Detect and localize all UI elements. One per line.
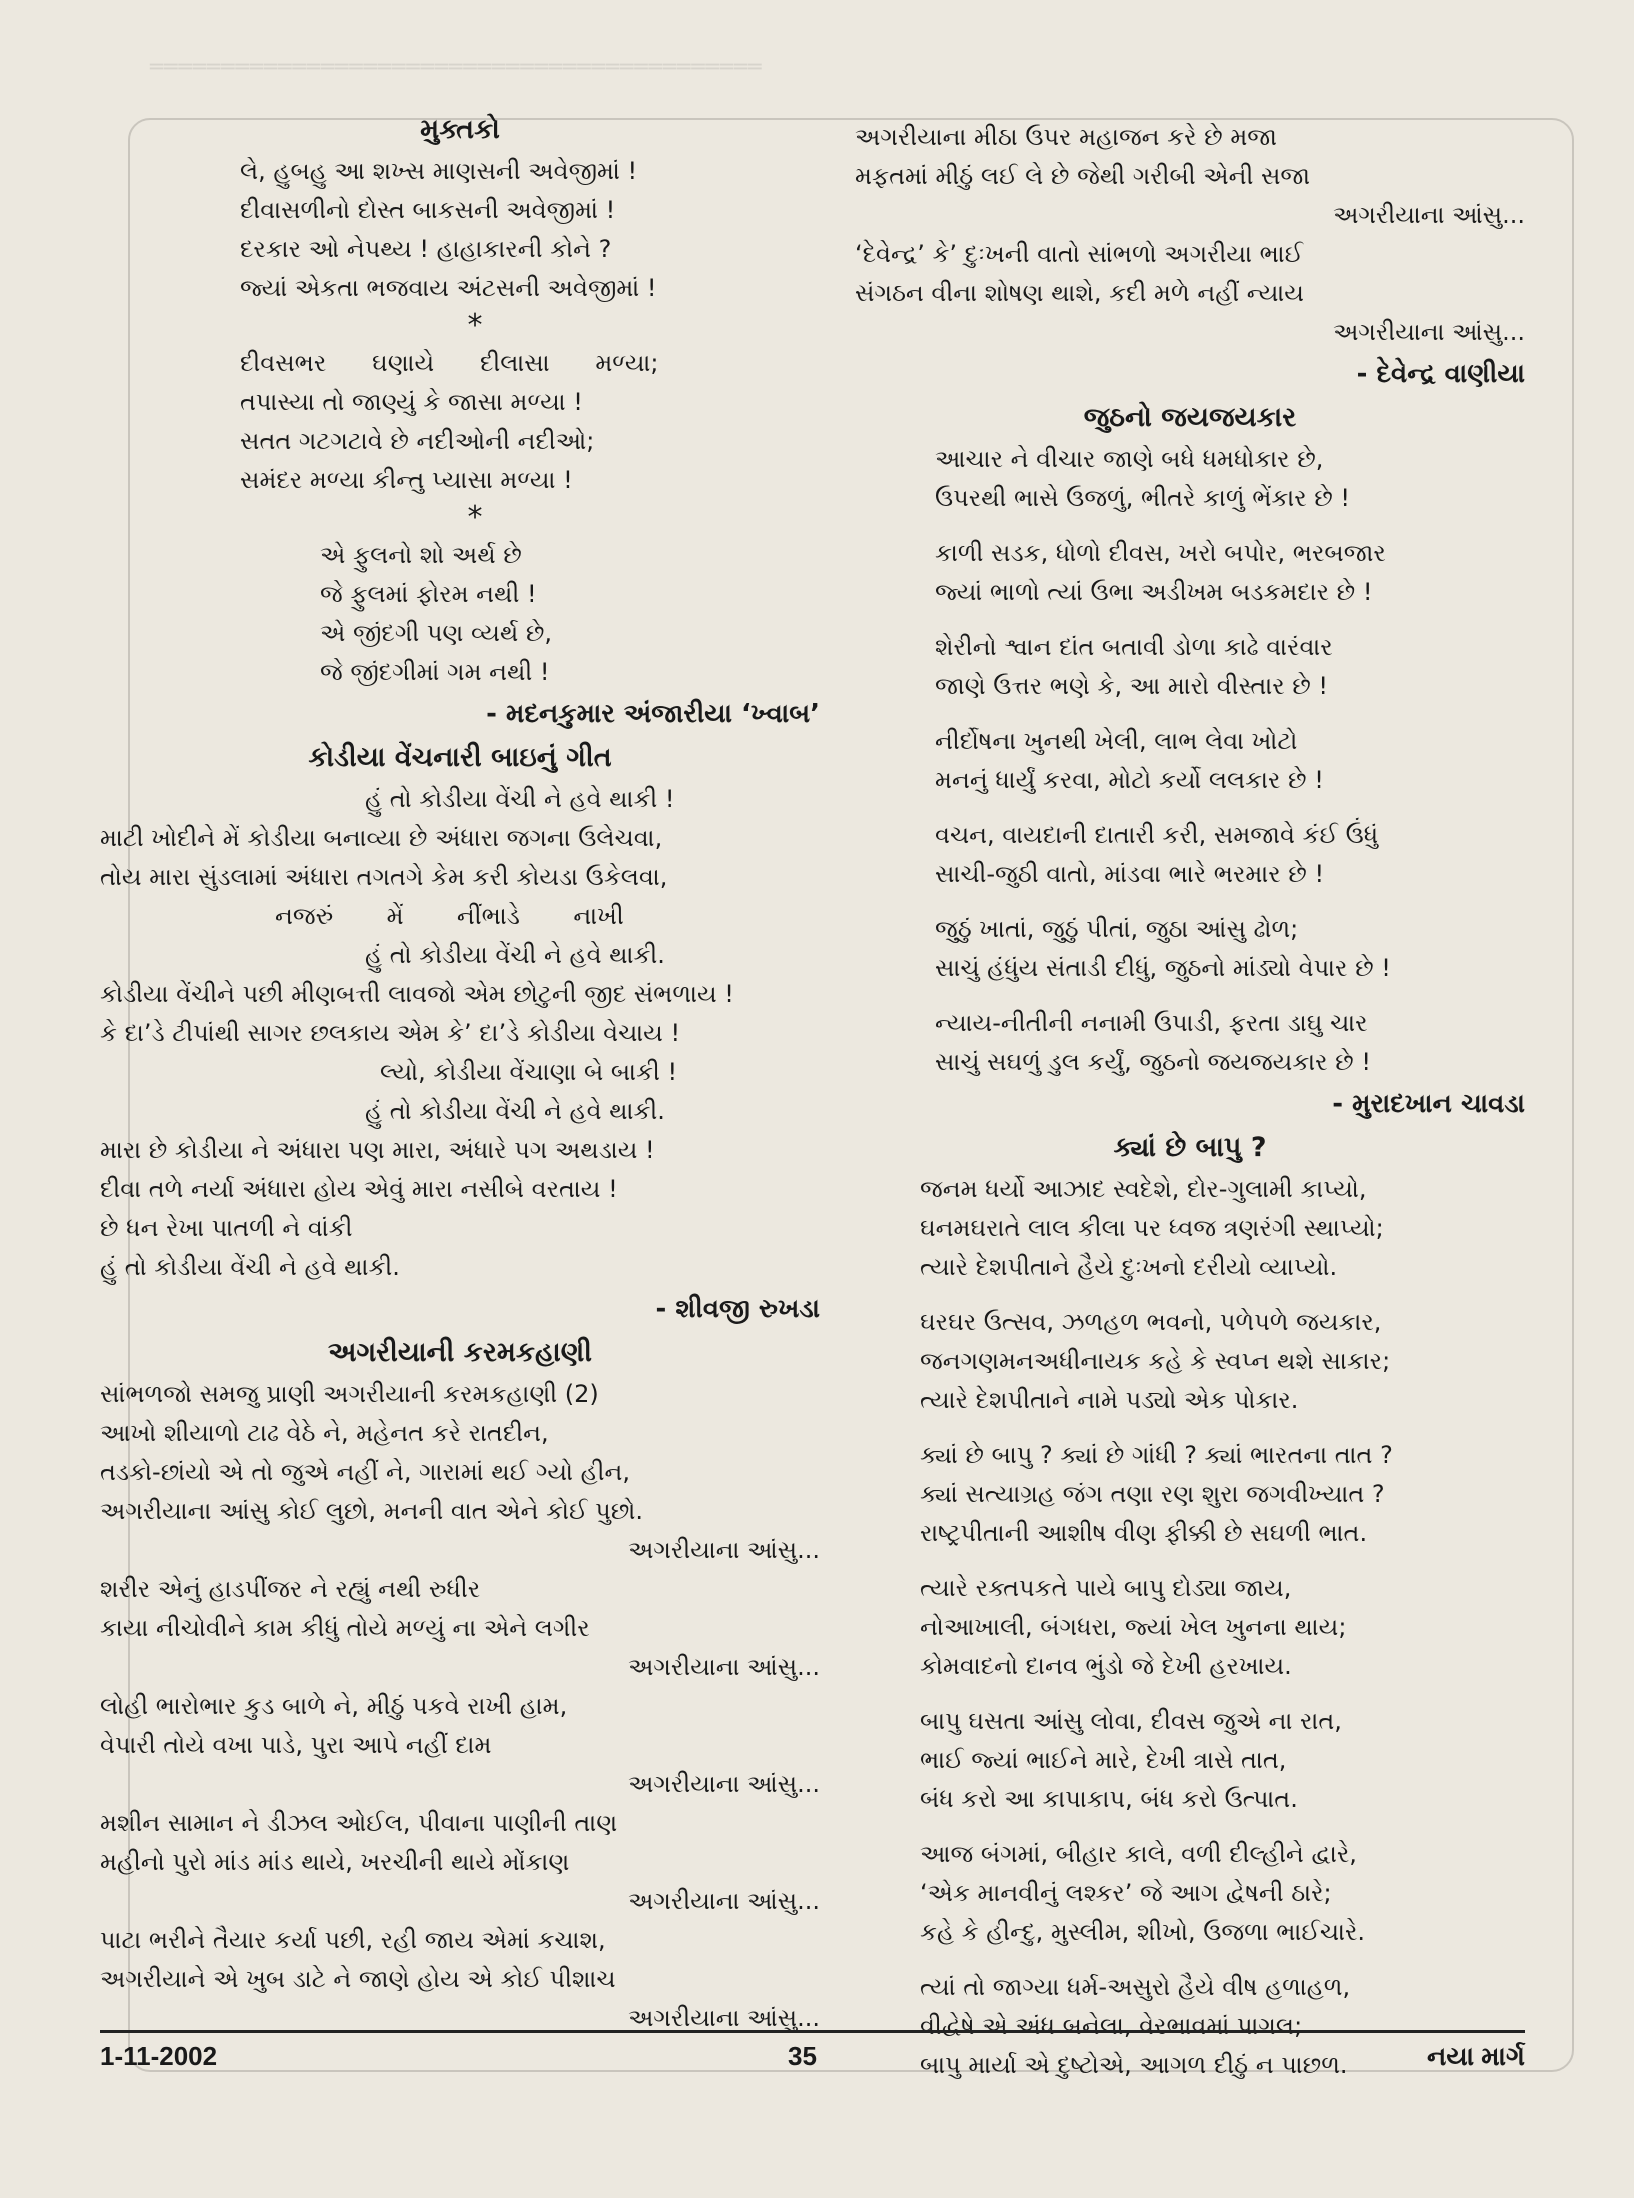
- magazine-name: નયા માર્ગ: [1427, 2041, 1525, 2071]
- asterisk-separator: *: [467, 500, 483, 535]
- refrain: અગરીયાના આંસુ...: [628, 1653, 820, 1681]
- poem-line: રાષ્ટ્રપીતાની આશીષ વીણ ફીક્કી છે સઘળી ભાત.: [920, 1519, 1368, 1547]
- poem-line: ઉપરથી ભાસે ઉજળું, ભીતરે કાળું ભેંકાર છે !: [935, 484, 1351, 512]
- left-column: [100, 108, 820, 2038]
- poem-line: શેરીનો શ્વાન દાંત બતાવી ડોળા કાઢે વારંવાર: [935, 633, 1333, 661]
- poem-line: કાયા નીચોવીને કામ કીધું તોયે મળ્યું ના એને લગીર: [100, 1614, 590, 1642]
- poem-line: સાચી-જુઠી વાતો, માંડવા ભારે ભરમાર છે !: [935, 860, 1325, 888]
- poem-line: એ ફુલનો શો અર્થ છે: [320, 541, 522, 569]
- poem-title: અગરીયાની કરમકહાણી: [327, 1337, 593, 1368]
- poem-line: ક્યાં સત્યાગ્રહ જંગ તણા રણ શુરા જગવીખ્યાત ?: [920, 1480, 1385, 1508]
- poem-line: સંગઠન વીના શોષણ થાશે, કદી મળે નહીં ન્યાય: [855, 279, 1304, 307]
- stanza: [100, 780, 820, 1287]
- poem-line: દીવાસળીનો દોસ્ત બાકસની અવેજીમાં !: [240, 196, 616, 224]
- stanza: [855, 118, 1525, 352]
- poem-line: કોમવાદનો દાનવ ભુંડો જે દેખી હરખાય.: [920, 1652, 1292, 1680]
- refrain: અગરીયાના આંસુ...: [628, 1536, 820, 1564]
- poem-line: લ્યો, કોડીયા વેંચાણા બે બાકી !: [380, 1058, 678, 1086]
- poem-line: કહે કે હીન્દુ, મુસ્લીમ, શીખો, ઉજળા ભાઈચારે.: [920, 1918, 1366, 1946]
- poem-title: મુક્તકો: [420, 114, 500, 145]
- poem-author: - દેવેન્દ્ર વાણીયા: [1356, 359, 1525, 389]
- right-column: [855, 118, 1525, 2085]
- poem-line: અગરીયાના મીઠા ઉપર મહાજન કરે છે મજા: [855, 123, 1277, 151]
- poem-line: લે, હુબહુ આ શખ્સ માણસની અવેજીમાં !: [240, 157, 638, 185]
- poem-line: ત્યારે રક્તપકતે પાયે બાપુ દોડ્યા જાય,: [920, 1574, 1292, 1602]
- poem-line: વેપારી તોયે વખા પાડે, પુરા આપે નહીં દામ: [100, 1731, 492, 1759]
- poem-line: હું તો કોડીયા વેંચી ને હવે થાકી.: [100, 1253, 400, 1281]
- refrain: અગરીયાના આંસુ...: [1333, 201, 1525, 229]
- poem-line: માટી ખોદીને મેં કોડીયા બનાવ્યા છે અંધારા જગના ઉલેચવા,: [100, 824, 663, 852]
- poem-line: હું તો કોડીયા વેંચી ને હવે થાકી !: [365, 785, 675, 813]
- poem-line: જાણે ઉત્તર ભણે કે, આ મારો વીસ્તાર છે !: [935, 672, 1329, 700]
- stanza: [100, 152, 820, 308]
- poem-line: જ્યાં એકતા ભજવાય અંટસની અવેજીમાં !: [240, 274, 657, 302]
- poem-author: - શીવજી રુખડા: [655, 1294, 820, 1324]
- poem-author: - મદનકુમાર અંજારીયા ‘ખ્વાબ’: [486, 699, 820, 729]
- poem-line: દરકાર ઓ નેપથ્ય ! હાહાકારની કોને ?: [240, 235, 612, 263]
- asterisk-separator: *: [467, 308, 483, 343]
- stanza-list: [855, 1170, 1525, 2085]
- poem-line: પાટા ભરીને તૈયાર કર્યા પછી, રહી જાય એમાં કચાશ,: [100, 1926, 606, 1954]
- poem-line: જે ફુલમાં ફોરમ નથી !: [320, 580, 537, 608]
- poem-line: ‘એક માનવીનું લશ્કર’ જે આગ દ્વેષની ઠારે;: [920, 1879, 1332, 1907]
- stanza: [100, 536, 820, 692]
- poem-line: દીવસભર ઘણાયે દીલાસા મળ્યા;: [240, 349, 659, 377]
- refrain: અગરીયાના આંસુ...: [1333, 318, 1525, 346]
- poem-line: આચાર ને વીચાર જાણે બધે ધમધોકાર છે,: [935, 445, 1324, 473]
- refrain: અગરીયાના આંસુ...: [628, 1770, 820, 1798]
- poem-line: ઘરઘર ઉત્સવ, ઝળહળ ભવનો, પળેપળે જયકાર,: [920, 1308, 1382, 1336]
- poem-line: આખો શીયાળો ટાઢ વેઠે ને, મહેનત કરે રાતદીન,: [100, 1419, 549, 1447]
- poem-line: સમંદર મળ્યા કીન્તુ પ્યાસા મળ્યા !: [240, 466, 573, 494]
- poem-title: ક્યાં છે બાપુ ?: [1113, 1132, 1267, 1163]
- poem-line: બંધ કરો આ કાપાકાપ, બંધ કરો ઉત્પાત.: [920, 1785, 1298, 1813]
- refrain: અગરીયાના આંસુ...: [628, 2004, 820, 2032]
- poem-line: મહીનો પુરો માંડ માંડ થાયે, ખરચીની થાયે મોંકાણ: [100, 1848, 570, 1876]
- show-through-text: ═══════════════════════════════════════════: [150, 55, 763, 80]
- poem-line: નીર્દોષના ખુનથી ખેલી, લાભ લેવા ખોટો: [935, 727, 1298, 755]
- poem-line: અગરીયાના આંસુ કોઈ લુછો, મનની વાત એને કોઈ પુછો.: [100, 1497, 643, 1525]
- poem-line: ‘દેવેન્દ્ર’ કે’ દુઃખની વાતો સાંભળો અગરીયા ભાઈ: [855, 240, 1304, 268]
- poem-line: બાપુ માર્યા એ દુષ્ટોએ, આગળ દીઠું ન પાછળ.: [920, 2051, 1348, 2079]
- poem-author: - મુરાદખાન ચાવડા: [1332, 1089, 1525, 1119]
- poem-line: નજરું મેં નીંભાડે નાખી: [275, 902, 624, 930]
- poem-line: હું તો કોડીયા વેંચી ને હવે થાકી.: [365, 1097, 665, 1125]
- stanza: [100, 344, 820, 500]
- poem-line: ક્યાં છે બાપુ ? ક્યાં છે ગાંધી ? ક્યાં ભારતના તાત ?: [920, 1441, 1393, 1469]
- poem-title: જુઠનો જયજયકાર: [1083, 402, 1297, 433]
- poem-line: લોહી ભારોભાર કુડ બાળે ને, મીઠું પકવે રાખી હામ,: [100, 1692, 568, 1720]
- poem-line: જુઠું ખાતાં, જુઠું પીતાં, જુઠા આંસુ ઢોળ;: [935, 915, 1299, 943]
- poem-line: મશીન સામાન ને ડીઝલ ઓઈલ, પીવાના પાણીની તાણ: [100, 1809, 618, 1837]
- poem-line: મફતમાં મીઠું લઈ લે છે જેથી ગરીબી એની સજા: [855, 162, 1311, 190]
- refrain: અગરીયાના આંસુ...: [628, 1887, 820, 1915]
- poem-line: મારા છે કોડીયા ને અંધારા પણ મારા, અંધારે પગ અથડાય !: [100, 1136, 655, 1164]
- poem-line: કે દા’ડે ટીપાંથી સાગર છલકાય એમ કે’ દા’ડે કોડીયા વેચાય !: [100, 1019, 681, 1047]
- stanza-list: [855, 440, 1525, 1082]
- poem-line: વીદ્વેષે એ અંધ બનેલા, વેરભાવમાં પાગલ;: [920, 2012, 1303, 2040]
- poem-line: સાચું સઘળું ડુલ કર્યું, જુઠનો જયજયકાર છે !: [935, 1048, 1371, 1076]
- poem-line: અગરીયાને એ ખુબ ડાટે ને જાણે હોય એ કોઈ પીશાચ: [100, 1965, 616, 1993]
- poem-line: ત્યાં તો જાગ્યા ધર્મ-અસુરો હૈયે વીષ હળાહળ,: [920, 1973, 1351, 2001]
- page-footer: [100, 2030, 1525, 2081]
- poem-line: એ જીંદગી પણ વ્યર્થ છે,: [320, 619, 553, 647]
- poem-line: મનનું ધાર્યું કરવા, મોટો કર્યો લલકાર છે !: [935, 766, 1324, 794]
- poem-line: ત્યારે દેશપીતાને નામે પડ્યો એક પોકાર.: [920, 1386, 1299, 1414]
- poem-line: હું તો કોડીયા વેંચી ને હવે થાકી.: [365, 941, 665, 969]
- poem-line: કાળી સડક, ધોળો દીવસ, ખરો બપોર, ભરબજાર: [935, 539, 1386, 567]
- poem-line: સાંભળજો સમજુ પ્રાણી અગરીયાની કરમકહાણી (2): [100, 1380, 599, 1408]
- poem-line: ભાઈ જ્યાં ભાઈને મારે, દેખી ત્રાસે તાત,: [920, 1746, 1287, 1774]
- poem-line: દીવા તળે નર્યા અંધારા હોય એવું મારા નસીબે વરતાય !: [100, 1175, 618, 1203]
- poem-line: જ્યાં ભાળો ત્યાં ઉભા અડીખમ બડકમદાર છે !: [935, 578, 1373, 606]
- issue-date: 1-11-2002: [100, 2041, 218, 2071]
- poem-line: તડકો-છાંયો એ તો જુએ નહીં ને, ગારામાં થઈ ગ્યો હીન,: [100, 1458, 631, 1486]
- poem-line: સતત ગટગટાવે છે નદીઓની નદીઓ;: [240, 427, 595, 455]
- poem-line: જે જીંદગીમાં ગમ નથી !: [320, 658, 550, 686]
- poem-line: આજ બંગમાં, બીહાર કાલે, વળી દીલ્હીને દ્વારે,: [920, 1840, 1357, 1868]
- poem-line: ન્યાય-નીતીની નનામી ઉપાડી, ફરતા ડાઘુ ચાર: [935, 1009, 1368, 1037]
- poem-line: નોઆખાલી, બંગધરા, જ્યાં ખેલ ખુનના થાય;: [920, 1613, 1347, 1641]
- poem-line: શરીર એનું હાડપીંજર ને રહ્યું નથી રુધીર: [100, 1575, 481, 1603]
- poem-title: કોડીયા વેંચનારી બાઇનું ગીત: [308, 742, 612, 773]
- poem-line: સાચું હંધુંય સંતાડી દીધું, જુઠનો માંડ્યો વેપાર છે !: [935, 954, 1391, 982]
- poem-line: ઘનમઘરાતે લાલ કીલા પર ધ્વજ ત્રણરંગી સ્થાપ્યો;: [920, 1214, 1384, 1242]
- poem-line: જનમ ધર્યો આઝાદ સ્વદેશે, દોર-ગુલામી કાપ્યો,: [920, 1175, 1367, 1203]
- page-number: 35: [788, 2041, 817, 2071]
- poem-line: જનગણમનઅધીનાયક કહે કે સ્વપ્ન થશે સાકાર;: [920, 1347, 1391, 1375]
- poem-line: વચન, વાયદાની દાતારી કરી, સમજાવે કંઈ ઉંધું: [935, 821, 1379, 849]
- poem-line: તપાસ્યા તો જાણ્યું કે જાસા મળ્યા !: [240, 388, 583, 416]
- poem-line: છે ધન રેખા પાતળી ને વાંકી: [100, 1214, 353, 1242]
- poem-line: ત્યારે દેશપીતાને હૈયે દુઃખનો દરીયો વ્યાપ્યો.: [920, 1253, 1338, 1281]
- poem-line: તોય મારા સુંડલામાં અંધારા તગતગે કેમ કરી કોયડા ઉકેલવા,: [100, 863, 668, 891]
- poem-line: કોડીયા વેંચીને પછી મીણબત્તી લાવજો એમ છોટુની જીદ સંભળાય !: [100, 980, 734, 1008]
- poem-line: બાપુ ઘસતા આંસુ લોવા, દીવસ જુએ ના રાત,: [920, 1707, 1342, 1735]
- stanza: [100, 1375, 820, 2038]
